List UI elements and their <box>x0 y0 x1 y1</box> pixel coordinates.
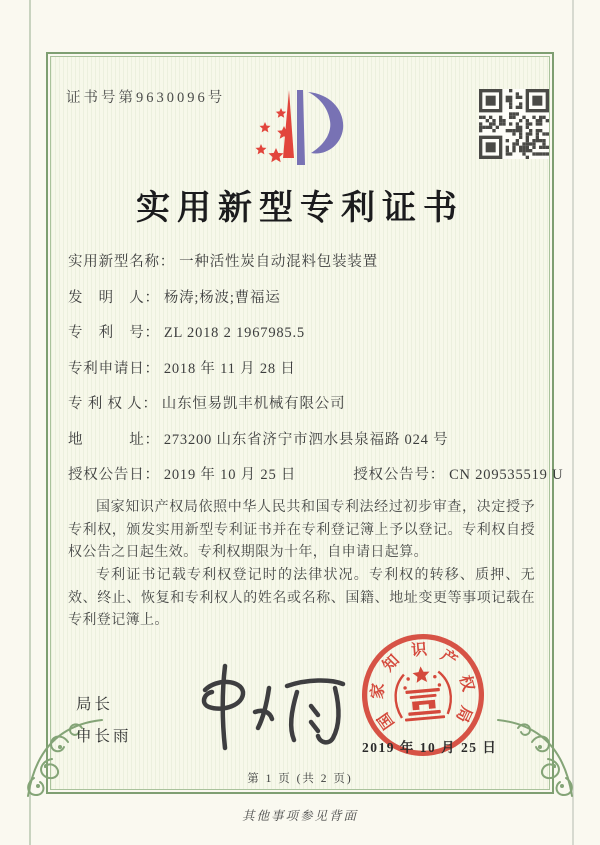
legal-text <box>68 497 535 633</box>
field-value: 山东恒易凯丰机械有限公司 <box>161 396 346 412</box>
field-label: 发 明 人： <box>68 289 160 306</box>
field-label: 授权公告日： <box>68 467 160 483</box>
field-grant-publication-number <box>353 463 563 499</box>
qr-code-icon <box>479 89 549 159</box>
signer-block <box>76 692 132 756</box>
seal-char: 产 <box>437 646 460 670</box>
seal-char: 局 <box>452 703 475 725</box>
signer-title: 局长 <box>76 696 114 713</box>
field-label: 授权公告号： <box>353 467 446 483</box>
signer-name: 申长雨 <box>76 728 132 745</box>
field-value: 2019 年 10 月 25 日 <box>163 467 297 483</box>
field-patentee <box>68 392 536 428</box>
seal-char: 国 <box>374 709 398 732</box>
cnipa-patent-logo-icon <box>253 78 403 183</box>
seal-char: 识 <box>410 641 428 660</box>
field-label: 专 利 权 人： <box>68 396 158 412</box>
field-value: 杨涛;杨波;曹福运 <box>163 289 281 306</box>
field-filing-date <box>68 357 536 393</box>
field-grant-date <box>68 463 296 499</box>
seal-char: 权 <box>455 673 477 694</box>
field-inventors <box>68 286 536 322</box>
field-label: 专利申请日： <box>68 360 160 377</box>
legal-paragraph-2: 专利证书记载专利权登记时的法律状况。专利权的转移、质押、无效、终止、恢复和专利权人的姓名或名称、国籍、地址变更等事项记载在专利登记簿上。 <box>68 568 535 629</box>
field-value: 2018 年 11 月 28 日 <box>163 360 296 377</box>
seal-char: 家 <box>369 682 388 700</box>
seal-national-emblem <box>393 664 453 722</box>
page-number: 第 1 页 (共 2 页) <box>247 773 353 785</box>
field-value: 273200 山东省济宁市泗水县泉福路 024 号 <box>163 431 449 448</box>
corner-flourish-right-icon <box>494 714 582 802</box>
field-value: CN 209535519 U <box>449 467 564 483</box>
field-patent-number <box>68 321 536 357</box>
certificate-title: 实用新型专利证书 <box>136 190 464 227</box>
back-side-note: 其他事项参见背面 <box>241 809 358 823</box>
bibliographic-fields <box>68 250 564 499</box>
certificate-number: 证书号第9630096号 <box>66 90 226 106</box>
field-label: 地 址： <box>68 431 160 448</box>
seal-date: 2019 年 10 月 25 日 <box>362 740 498 755</box>
field-utility-model-name <box>68 250 536 286</box>
field-label: 实用新型名称： <box>68 254 176 270</box>
director-signature-icon <box>185 660 355 755</box>
legal-paragraph-1: 国家知识产权局依照中华人民共和国专利法经过初步审查，决定授予专利权，颁发实用新型专利证书并在专利登记簿上予以登记。专利权自授权公告之日起生效。专利权期限为十年，自申请日起算。 <box>68 500 535 561</box>
field-value: 一种活性炭自动混料包装装置 <box>179 254 379 270</box>
field-value: ZL 2018 2 1967985.5 <box>163 325 305 341</box>
field-address <box>68 428 536 464</box>
field-label: 专 利 号： <box>68 325 160 341</box>
seal-char: 知 <box>379 651 403 675</box>
field-grant-row <box>68 463 564 499</box>
